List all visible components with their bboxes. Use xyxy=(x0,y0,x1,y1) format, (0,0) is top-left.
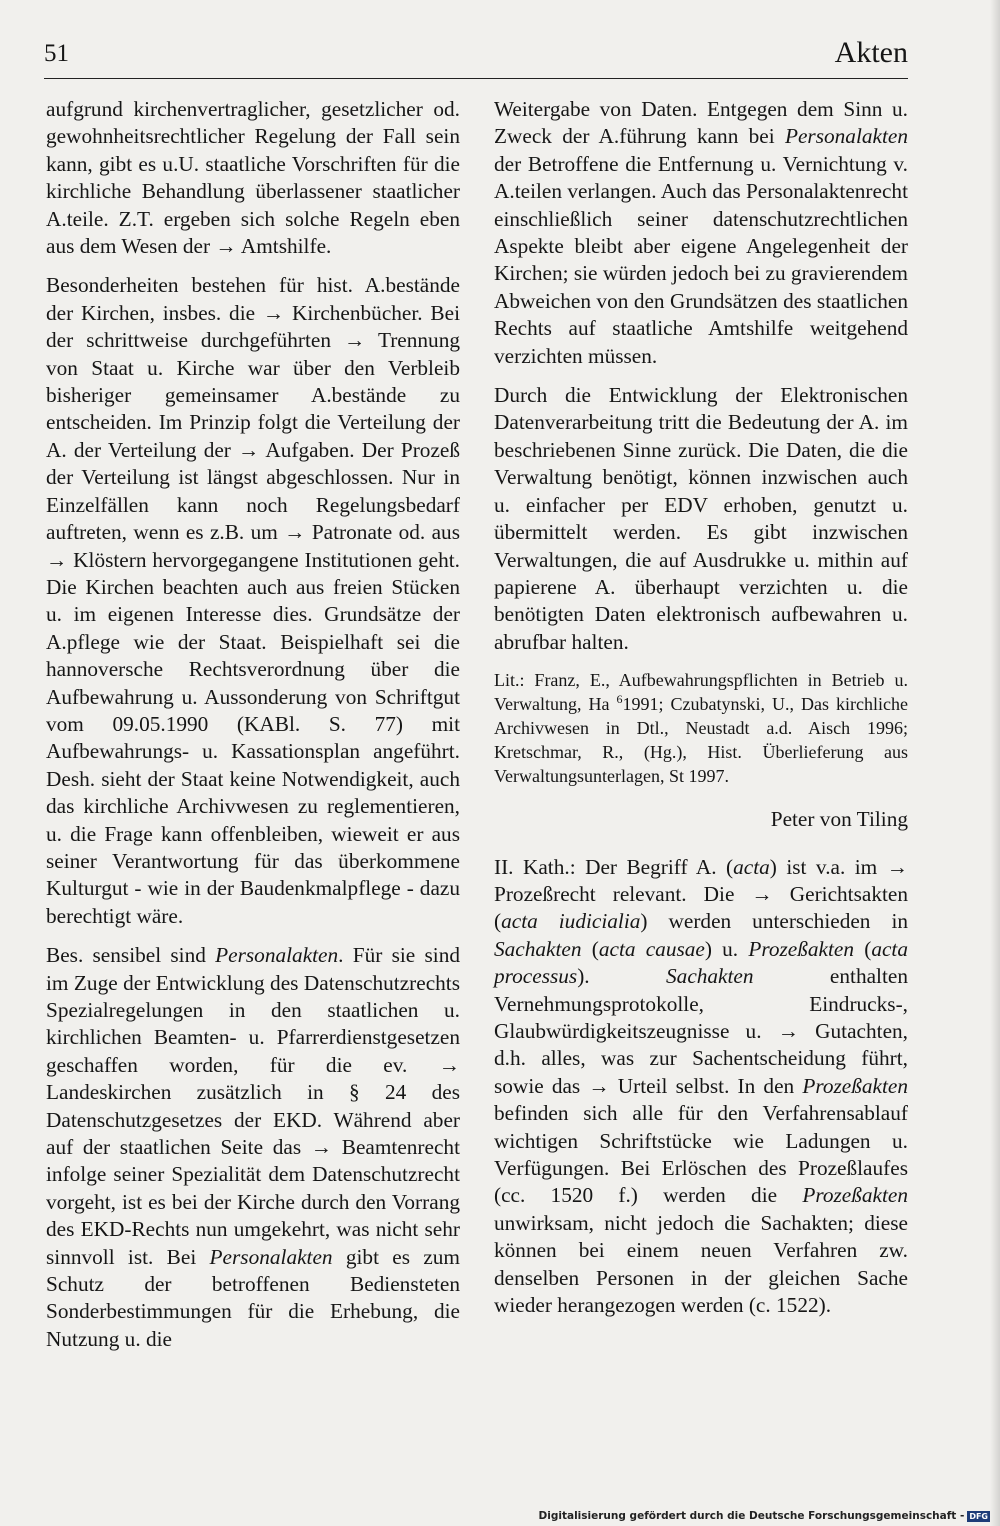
body-paragraph: aufgrund kirchenvertraglicher, gesetzlicher od. gewohnheitsrechtlicher Regelung der Fall sein kann, gibt es u.U. staatliche Vorschriften für die kirchliche Behandlung überlassener staatlicher A.teile. Z.T. ergeben sich solche Regeln eben aus dem Wesen der → Amtshilfe. xyxy=(46,97,460,259)
page-edge-shadow xyxy=(990,0,1000,1526)
body-paragraph: Durch die Entwicklung der Elektronischen Datenverarbeitung tritt die Bedeutung der A. im beschriebenen Sinne zurück. Die Daten, die die Verwaltung benötigt, können inzwischen auch u. einfacher per EDV erhoben, genutzt u. übermittelt werden. Es gibt inzwischen Verwaltungen, die auf Ausdrukke u. mithin auf papierene A. überhaupt verzichten u. die benötigten Daten elektronisch aufbewahren u. abrufbar halten. xyxy=(494,383,908,654)
author-signature: Peter von Tiling xyxy=(770,807,908,832)
body-paragraph: Weitergabe von Daten. Entgegen dem Sinn u. Zweck der A.führung kann bei Personalakten der Betroffene die Entfernung u. Vernichtung v. A.teilen verlangen. Auch das Personalaktenrecht einschließlich seiner datenschutzrechtlichen Aspekte bleibt aber eigene Angelegenheit der Kirchen; sie würden jedoch bei zu gravierendem Abweichen von den Grundsätzen des staatlichen Rechts auf staatliche Amtshilfe weitgehend verzichten müssen. xyxy=(494,97,908,368)
page-number: 51 xyxy=(44,40,69,67)
body-paragraph: Besonderheiten bestehen für hist. A.bestände der Kirchen, insbes. die → Kirchenbücher. Bei der schrittweise durchgeführten → Trennung von Staat u. Kirche war über den Verbleib bisheriger gemeinsamer A.bestände zu entscheiden. Im Prinzip folgt die Verteilung der A. der Verteilung der → Aufgaben. Der Prozeß der Verteilung ist längst abgeschlossen. Nur in Einzelfällen kann noch Regelungsbedarf auftreten, wenn es z.B. um → Patronate od. aus → Klöstern hervorgegangene Institutionen geht. Die Kirchen beachten auch aus freien Stücken u. im eigenen Interesse dies. Grundsätze der A.pflege wie der Staat. Beispielhaft sei die hannoversche Rechtsverordnung über die Aufbewahrung u. Aussonderung von Schriftgut vom 09.05.1990 (KABl. S. 77) mit Aufbewahrungs- u. Kassationsplan angeführt. Desh. sieht der Staat keine Notwendigkeit, auch das kirchliche Archivwesen zu reglementieren, u. die Frage kann offenbleiben, wieweit er aus seiner Verantwortung für das überkommene Kulturgut - wie in der Baudenkmalpflege - dazu berechtigt wäre. xyxy=(46,273,460,928)
footer-text: Digitalisierung gefördert durch die Deutsche Forschungsgemeinschaft - xyxy=(538,1510,965,1522)
body-paragraph: Bes. sensibel sind Personalakten. Für sie sind im Zuge der Entwicklung des Datenschutzrechts Spezialregelungen in den staatlichen u. kirchlichen Beamten- u. Pfarrerdienstgesetzen geschaffen worden, für die ev. → Landeskirchen zusätzlich in § 24 des Datenschutzgesetzes der EKD. Während aber auf der staatlichen Seite das → Beamtenrecht infolge seiner Spezialität dem Datenschutzrecht vorgeht, ist es bei der Kirche durch den Vorrang des EKD-Rechts nun umgekehrt, was nicht sehr sinnvoll ist. Bei Personalakten gibt es zum Schutz der betroffenen Bediensteten Sonderbestimmungen für die Erhebung, die Nutzung u. die xyxy=(46,943,460,1351)
page-header xyxy=(44,34,908,79)
body-paragraph: II. Kath.: Der Begriff A. (acta) ist v.a. im → Prozeßrecht relevant. Die → Gerichtsakten (acta iudicialia) werden unterschieden in Sachakten (acta causae) u. Prozeßakten (acta processus). Sachakten enthalten Vernehmungsprotokolle, Eindrucks-, Glaubwürdigkeitszeugnisse u. → Gutachten, d.h. alles, was zur Sachentscheidung führt, sowie das → Urteil selbst. In den Prozeßakten befinden sich alle für den Verfahrensablauf wichtigen Schriftstücke wie Ladungen u. Verfügungen. Bei Erlöschen des Prozeßlaufes (cc. 1520 f.) werden die Prozeßakten unwirksam, nicht jedoch die Sachakten; diese können bei einem neuen Verfahren zw. denselben Personen in der gleichen Sache wieder herangezogen werden (c. 1522). xyxy=(494,854,909,1318)
literature-references: Lit.: Franz, E., Aufbewahrungspflichten in Betrieb u. Verwaltung, Ha $^6$1991; Czubatynski, U., Das kirchliche Archivwesen in Dtl., Neustadt a.d. Aisch 1996; Kretschmar, R., (Hg.), Hist. Überlieferung aus Verwaltungsunterlagen, St 1997. xyxy=(494,670,909,787)
running-head: Akten xyxy=(834,36,908,69)
right-column xyxy=(494,96,908,1331)
left-column xyxy=(46,96,460,1365)
footer-credit xyxy=(539,1510,990,1522)
dfg-logo-icon: DFG xyxy=(969,1511,988,1521)
